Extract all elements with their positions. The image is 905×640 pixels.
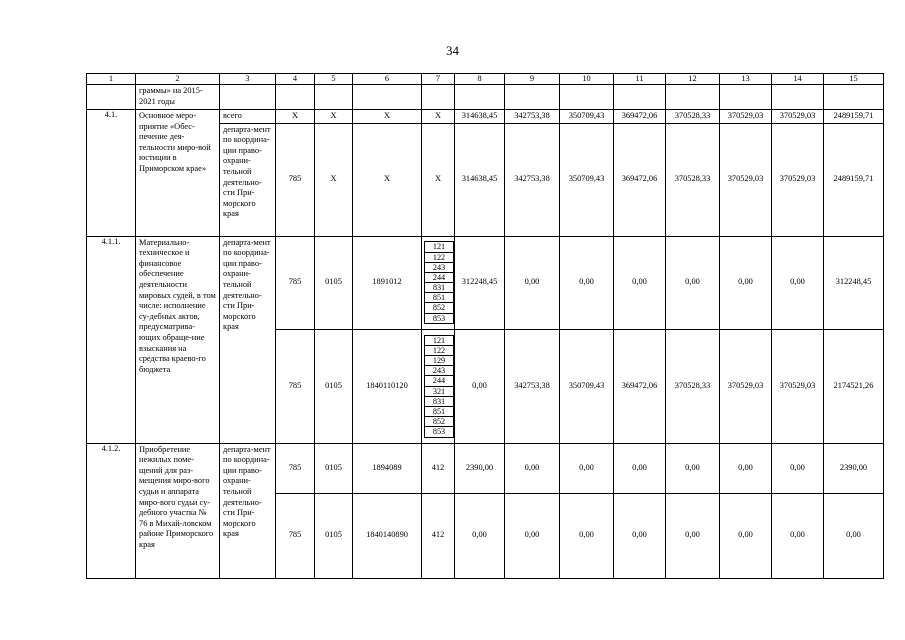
table-cell: 1894089 bbox=[353, 443, 422, 493]
table-cell: 342753,38 bbox=[505, 110, 560, 124]
table-cell: 0,00 bbox=[772, 236, 824, 329]
table-cell: X bbox=[422, 123, 455, 236]
table-cell: 0,00 bbox=[666, 443, 720, 493]
header-cell: 15 bbox=[824, 74, 884, 85]
table-cell: 369472,06 bbox=[614, 123, 666, 236]
expense-code: 852 bbox=[424, 417, 454, 427]
expense-code: 321 bbox=[424, 387, 454, 397]
table-cell: 1891012 bbox=[353, 236, 422, 329]
row-number: 4.1. bbox=[87, 110, 136, 237]
activity-name: Материально-техническое и финансовое обеспечение деятельности мировых судей, в том числе: исполнение су-дебных актов, предусматрива-ющих обраще-ние взыскания на средства краево-го бюджета bbox=[136, 236, 220, 443]
header-cell: 8 bbox=[455, 74, 505, 85]
expense-code: 831 bbox=[424, 283, 454, 293]
expense-code: 853 bbox=[424, 314, 454, 324]
table-cell: X bbox=[422, 110, 455, 124]
table-cell: 0,00 bbox=[455, 493, 505, 578]
expense-code: 122 bbox=[424, 346, 454, 356]
executor-cell: департа-мент по координа-ции право-охрани-тельной деятельно-сти При-морского края bbox=[220, 443, 276, 578]
header-cell: 6 bbox=[353, 74, 422, 85]
table-cell: 0,00 bbox=[560, 236, 614, 329]
table-cell: 350709,43 bbox=[560, 329, 614, 443]
table-cell: 342753,38 bbox=[505, 329, 560, 443]
table-cell: 342753,38 bbox=[505, 123, 560, 236]
executor-cell: департа-мент по координа-ции право-охрани-тельной деятельно-сти При-морского края bbox=[220, 236, 276, 443]
table-cell: 314638,45 bbox=[455, 110, 505, 124]
table-cell: 370528,33 bbox=[666, 329, 720, 443]
header-cell: 7 bbox=[422, 74, 455, 85]
header-cell: 12 bbox=[666, 74, 720, 85]
table-cell: X bbox=[315, 110, 353, 124]
header-cell: 1 bbox=[87, 74, 136, 85]
table-cell: 369472,06 bbox=[614, 329, 666, 443]
table-cell: 350709,43 bbox=[560, 110, 614, 124]
table-row-4-1-1-a bbox=[87, 236, 884, 329]
table-cell: 1840110120 bbox=[353, 329, 422, 443]
expense-code: 244 bbox=[424, 273, 454, 283]
header-cell: 2 bbox=[136, 74, 220, 85]
executor-cell: всего bbox=[220, 110, 276, 124]
table-cell: 0,00 bbox=[666, 493, 720, 578]
expense-code: 121 bbox=[424, 335, 454, 346]
table-cell: 0105 bbox=[315, 236, 353, 329]
table-cell: 785 bbox=[276, 443, 315, 493]
row-number: 4.1.1. bbox=[87, 236, 136, 443]
table-cell: 2489159,71 bbox=[824, 110, 884, 124]
table-cell: 0,00 bbox=[505, 236, 560, 329]
table-cell: 0,00 bbox=[772, 443, 824, 493]
table-cell: 370529,03 bbox=[772, 123, 824, 236]
table-cell: 2390,00 bbox=[824, 443, 884, 493]
row-number: 4.1.2. bbox=[87, 443, 136, 578]
table-cell: 0,00 bbox=[560, 443, 614, 493]
page-number: 34 bbox=[446, 43, 459, 58]
header-cell: 14 bbox=[772, 74, 824, 85]
table-cell: X bbox=[315, 123, 353, 236]
expense-code: 244 bbox=[424, 376, 454, 386]
expense-codes-list bbox=[424, 335, 454, 438]
table-cell: 350709,43 bbox=[560, 123, 614, 236]
table-cell: 314638,45 bbox=[455, 123, 505, 236]
table-cell: 2489159,71 bbox=[824, 123, 884, 236]
table-cell: 312248,45 bbox=[824, 236, 884, 329]
budget-table bbox=[86, 73, 884, 579]
table-cell: 370529,03 bbox=[720, 110, 772, 124]
header-cell: 9 bbox=[505, 74, 560, 85]
header-cell: 3 bbox=[220, 74, 276, 85]
table-row-4-1-total bbox=[87, 110, 884, 124]
table-cell: 2174521,26 bbox=[824, 329, 884, 443]
expense-code: 121 bbox=[424, 241, 454, 252]
table-cell: 370528,33 bbox=[666, 123, 720, 236]
table-cell: X bbox=[276, 110, 315, 124]
header-cell: 11 bbox=[614, 74, 666, 85]
table-cell: 370529,03 bbox=[720, 329, 772, 443]
table-cell: 785 bbox=[276, 236, 315, 329]
table-cell: 785 bbox=[276, 329, 315, 443]
table-cell: 312248,45 bbox=[455, 236, 505, 329]
table-cell: 412 bbox=[422, 443, 455, 493]
table-cell: 0,00 bbox=[560, 493, 614, 578]
activity-name: Основное меро-приятие «Обес-печение дея-тельности миро-вой юстиции в Приморском крае» bbox=[136, 110, 220, 237]
table-cell: 0,00 bbox=[614, 236, 666, 329]
table-cell: 370529,03 bbox=[720, 123, 772, 236]
table-cell: 785 bbox=[276, 123, 315, 236]
table-cell: 0,00 bbox=[824, 493, 884, 578]
table-cell: 785 bbox=[276, 493, 315, 578]
table-cell: X bbox=[353, 123, 422, 236]
expense-code: 243 bbox=[424, 366, 454, 376]
expense-code: 852 bbox=[424, 303, 454, 313]
expense-code: 122 bbox=[424, 253, 454, 263]
table-cell: 370529,03 bbox=[772, 329, 824, 443]
header-cell: 10 bbox=[560, 74, 614, 85]
header-cell: 5 bbox=[315, 74, 353, 85]
header-cell: 13 bbox=[720, 74, 772, 85]
table-cell: 0,00 bbox=[772, 493, 824, 578]
expense-code: 129 bbox=[424, 356, 454, 366]
table-cell: 0105 bbox=[315, 493, 353, 578]
table-cell: 0,00 bbox=[614, 493, 666, 578]
header-cell: 4 bbox=[276, 74, 315, 85]
expense-code: 853 bbox=[424, 427, 454, 437]
expense-codes-list bbox=[424, 241, 454, 324]
program-name-continuation: граммы» на 2015-2021 годы bbox=[136, 85, 220, 110]
table-cell: 369472,06 bbox=[614, 110, 666, 124]
table-cell: 370529,03 bbox=[772, 110, 824, 124]
table-row-continuation bbox=[87, 85, 884, 110]
table-cell: 0,00 bbox=[455, 329, 505, 443]
activity-name: Приобретение нежилых поме-щений для раз-мещения миро-вого судьи и аппарата миро-вого судьи су-дебного участка № 76 в Михай-ловском районе Приморского края bbox=[136, 443, 220, 578]
expense-code: 831 bbox=[424, 397, 454, 407]
table-cell: 412 bbox=[422, 493, 455, 578]
table-cell: X bbox=[353, 110, 422, 124]
table-cell: 0,00 bbox=[614, 443, 666, 493]
executor-cell: департа-мент по координа-ции право-охрани-тельной деятельно-сти При-морского края bbox=[220, 123, 276, 236]
table-cell: 0,00 bbox=[720, 493, 772, 578]
header-row bbox=[87, 74, 884, 85]
expense-code: 243 bbox=[424, 263, 454, 273]
expense-code: 851 bbox=[424, 293, 454, 303]
expense-codes-cell bbox=[422, 236, 455, 329]
table-cell: 0,00 bbox=[505, 493, 560, 578]
table-cell: 0,00 bbox=[505, 443, 560, 493]
table-row-4-1-2-a bbox=[87, 443, 884, 493]
table-cell: 2390,00 bbox=[455, 443, 505, 493]
table-cell: 0,00 bbox=[720, 443, 772, 493]
expense-codes-cell bbox=[422, 329, 455, 443]
table-cell: 0,00 bbox=[720, 236, 772, 329]
table-cell: 370528,33 bbox=[666, 110, 720, 124]
table-cell: 0,00 bbox=[666, 236, 720, 329]
expense-code: 851 bbox=[424, 407, 454, 417]
table-cell: 0105 bbox=[315, 443, 353, 493]
table-cell: 0105 bbox=[315, 329, 353, 443]
table-cell: 1840140890 bbox=[353, 493, 422, 578]
